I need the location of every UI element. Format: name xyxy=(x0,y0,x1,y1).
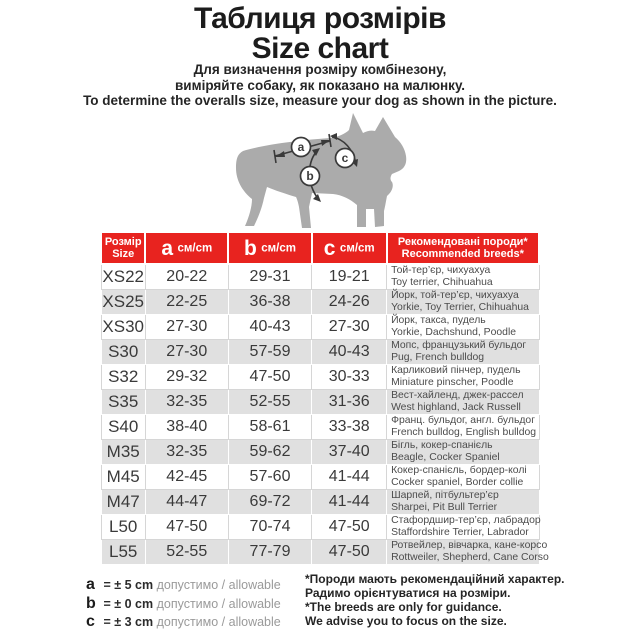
breeds-value: Йорк, такса, пудель Yorkie, Dachshund, Poodle xyxy=(387,315,539,340)
measure-a-label: a xyxy=(297,140,305,154)
measure-c-badge xyxy=(336,149,355,168)
col-header-size: Розмір Size xyxy=(101,232,145,264)
col-header-b: b см/cm xyxy=(228,232,312,264)
tolerance-a xyxy=(86,576,281,595)
size-value: S40 xyxy=(101,415,145,440)
size-value: L50 xyxy=(101,515,145,540)
size-value: L55 xyxy=(101,540,145,565)
tolerance-c xyxy=(86,613,281,630)
dog-silhouette xyxy=(236,113,406,228)
c-value: 47-50 xyxy=(312,515,387,540)
c-value: 33-38 xyxy=(312,415,387,440)
c-value: 41-44 xyxy=(312,465,387,490)
page-title-en: Size chart xyxy=(251,32,389,65)
col-header-c: c см/cm xyxy=(312,232,387,264)
b-value: 40-43 xyxy=(228,315,312,340)
footnote-uk-line2: Радимо орієнтуватися на розміри. xyxy=(305,586,511,600)
b-value: 69-72 xyxy=(228,490,312,515)
b-value: 47-50 xyxy=(228,365,312,390)
size-value: XS30 xyxy=(101,315,145,340)
a-value: 22-25 xyxy=(145,290,228,315)
table-row xyxy=(101,465,539,490)
size-value: M47 xyxy=(101,490,145,515)
tolerance-c-note: допустимо / allowable xyxy=(156,615,281,629)
footnote-en-line1: *The breeds are only for guidance. xyxy=(305,600,502,614)
footnote-en-line2: We advise you to focus on the size. xyxy=(305,614,507,628)
tolerance-c-value: = ± 3 cm xyxy=(103,615,154,629)
size-value: S35 xyxy=(101,390,145,415)
table-header-row xyxy=(101,232,539,264)
a-value: 42-45 xyxy=(145,465,228,490)
breeds-value: Стафордшир-тер’єр, лабрадор Staffordshire Terrier, Labrador xyxy=(387,515,539,540)
breeds-value: Карликовий пінчер, пудель Miniature pinscher, Poodle xyxy=(387,365,539,390)
measure-b-badge xyxy=(301,167,320,186)
tolerance-b xyxy=(86,595,281,614)
breeds-value: Кокер-спанієль, бордер-колі Cocker spaniel, Border collie xyxy=(387,465,539,490)
tolerance-b-note: допустимо / allowable xyxy=(156,596,281,611)
b-value: 57-60 xyxy=(228,465,312,490)
breeds-value: Франц. бульдог, англ. бульдог French bulldog, English bulldog xyxy=(387,415,539,440)
c-value: 37-40 xyxy=(312,440,387,465)
a-value: 38-40 xyxy=(145,415,228,440)
size-value: M35 xyxy=(101,440,145,465)
a-value: 32-35 xyxy=(145,440,228,465)
a-value: 29-32 xyxy=(145,365,228,390)
col-header-a: a см/cm xyxy=(145,232,228,264)
b-value: 70-74 xyxy=(228,515,312,540)
b-value: 36-38 xyxy=(228,290,312,315)
size-value: M45 xyxy=(101,465,145,490)
dog-measurement-diagram xyxy=(228,106,412,232)
subtitle-en: To determine the overalls size, measure your dog as shown in the picture. xyxy=(83,93,557,108)
c-value: 40-43 xyxy=(312,340,387,365)
tolerance-c-letter: c xyxy=(86,613,95,630)
subtitle-uk-line1: Для визначення розміру комбінезону, xyxy=(193,62,447,77)
b-value: 58-61 xyxy=(228,415,312,440)
c-value: 27-30 xyxy=(312,315,387,340)
table-row xyxy=(101,390,539,415)
table-row xyxy=(101,415,539,440)
size-value: XS22 xyxy=(101,264,145,290)
tolerance-legend xyxy=(86,576,281,630)
page-title-uk: Таблиця розмірів xyxy=(194,2,446,35)
table-row xyxy=(101,490,539,515)
tolerance-a-note: допустимо / allowable xyxy=(156,578,281,592)
measure-b-label: b xyxy=(306,169,314,183)
table-row xyxy=(101,264,539,290)
breeds-value: Ротвейлер, вівчарка, кане-корсо Rottweiler, Shepherd, Cane Corso xyxy=(387,540,539,565)
c-value: 24-26 xyxy=(312,290,387,315)
tolerance-b-letter: b xyxy=(86,594,96,612)
breeds-value: Бігль, кокер-спанієль Beagle, Cocker Spaniel xyxy=(387,440,539,465)
a-value: 20-22 xyxy=(145,264,228,290)
table-row xyxy=(101,290,539,315)
b-value: 52-55 xyxy=(228,390,312,415)
breeds-value: Мопс, французький бульдог Pug, French bulldog xyxy=(387,340,539,365)
tolerance-a-letter: a xyxy=(86,576,95,593)
table-row xyxy=(101,440,539,465)
breeds-value: Шарпей, пітбультер’єр Sharpei, Pit Bull Terrier xyxy=(387,490,539,515)
size-value: S30 xyxy=(101,340,145,365)
table-row xyxy=(101,340,539,365)
table-row xyxy=(101,515,539,540)
a-value: 52-55 xyxy=(145,540,228,565)
b-value: 29-31 xyxy=(228,264,312,290)
subtitle-uk xyxy=(0,62,640,93)
table-row xyxy=(101,540,539,565)
c-value: 41-44 xyxy=(312,490,387,515)
footnote-uk-line1: *Породи мають рекомендаційний характер. xyxy=(305,572,565,586)
table-row xyxy=(101,315,539,340)
a-value: 47-50 xyxy=(145,515,228,540)
c-value: 31-36 xyxy=(312,390,387,415)
b-value: 57-59 xyxy=(228,340,312,365)
size-chart-table xyxy=(100,231,549,565)
tolerance-a-value: = ± 5 cm xyxy=(103,578,154,592)
breeds-value: Йорк, той-тер’єр, чихуахуа Yorkie, Toy Terrier, Chihuahua xyxy=(387,290,539,315)
size-value: XS25 xyxy=(101,290,145,315)
table-row xyxy=(101,365,539,390)
a-value: 44-47 xyxy=(145,490,228,515)
breeds-footnote xyxy=(305,572,565,628)
measure-a-badge xyxy=(292,138,311,157)
dog-silhouette-illustration xyxy=(228,106,412,232)
size-value: S32 xyxy=(101,365,145,390)
breeds-value: Той-тер’єр, чихуахуа Toy terrier, Chihuahua xyxy=(387,264,539,290)
tolerance-b-value: = ± 0 cm xyxy=(103,596,154,611)
c-value: 19-21 xyxy=(312,264,387,290)
a-value: 27-30 xyxy=(145,340,228,365)
breeds-value: Вест-хайленд, джек-рассел West highland, Jack Russell xyxy=(387,390,539,415)
col-header-breeds: Рекомендовані породи* Recommended breeds* xyxy=(387,232,539,264)
c-value: 30-33 xyxy=(312,365,387,390)
c-value: 47-50 xyxy=(312,540,387,565)
b-value: 77-79 xyxy=(228,540,312,565)
a-value: 32-35 xyxy=(145,390,228,415)
b-value: 59-62 xyxy=(228,440,312,465)
subtitle-uk-line2: виміряйте собаку, як показано на малюнку. xyxy=(174,77,466,93)
a-value: 27-30 xyxy=(145,315,228,340)
measure-c-label: c xyxy=(341,151,349,165)
